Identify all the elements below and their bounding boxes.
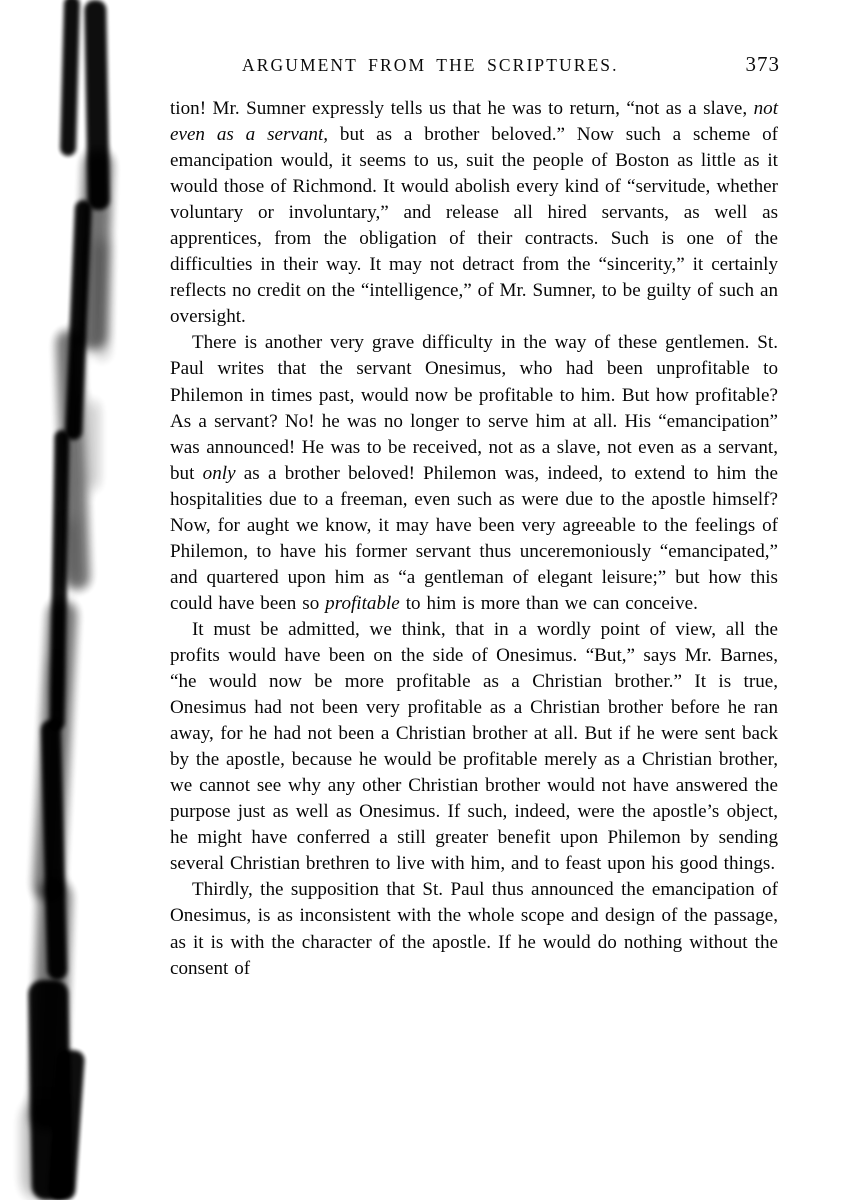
running-head: ARGUMENT FROM THE SCRIPTURES.: [242, 55, 619, 75]
paragraph: [170, 877, 778, 981]
text-run: There is another very grave difficulty in the way of these gentlemen. St. Paul writes that the servant Onesimus, who had been unprofitable to Philemon in times past, would now be profitable to him. But how profitable? As a servant? No! he was no longer to serve him at all. His “emancipation” was announced! He was to be received, not as a slave, not even as a servant, but: [170, 332, 778, 484]
paragraph: [170, 617, 778, 877]
page-number: 373: [745, 52, 780, 76]
text-run: as a brother beloved! Philemon was, indeed, to extend to him the hospitalities due to a freeman, even such as were due to the apostle himself? Now, for aught we know, it may have been very agreeable to the feelings of Philemon, to have his former servant thus unceremoniously “emancipated,” and quartered upon him as “a gentleman of elegant leisure;” but how this could have been so: [170, 462, 778, 614]
text-run: Thirdly, the supposition that St. Paul thus announced the emancipation of Onesimus, is as inconsistent with the whole scope and design of the passage, as it is with the character of the apostle. If he would do nothing without the consent of: [170, 879, 778, 979]
emphasis-text: not even as a servant,: [170, 98, 778, 146]
emphasis-text: only: [202, 462, 236, 484]
body-text: [170, 96, 778, 982]
page-content: [170, 0, 780, 1200]
text-run: to him is more than we can conceive.: [399, 592, 698, 614]
paragraph: [170, 330, 778, 617]
text-run: tion! Mr. Sumner expressly tells us that he was to return, “not as a slave,: [170, 98, 754, 119]
text-run: It must be admitted, we think, that in a wordly point of view, all the profits would have been on the side of Onesimus. “But,” says Mr. Barnes, “he would now be more profitable as a Christian brother.” It is true, Onesimus had not been very profitable as a Christian brother before he ran away, for he had not been a Christian brother at all. But if he were sent back by the apostle, because he would be profitable merely as a Christian brother, we cannot see why any other Christian brother would not have answered the purpose just as well as Onesimus. If such, indeed, were the apostle’s object, he might have conferred a still greater benefit upon Philemon by sending several Christian brethren to live with him, and to feast upon his good things.: [170, 618, 778, 875]
page-header: [170, 52, 780, 77]
scan-gutter-shadow: [0, 0, 150, 1200]
text-run: but as a brother beloved.” Now such a scheme of emancipation would, it seems to us, suit the people of Boston as little as it would those of Richmond. It would abolish every kind of “servitude, whether voluntary or involuntary,” and release all hired servants, as well as apprentices, from the obligation of their contracts. Such is one of the difficulties in their way. It may not detract from the “sincerity,” it certainly reflects no credit on the “intelligence,” of Mr. Sumner, to be guilty of such an oversight.: [170, 124, 778, 328]
emphasis-text: profitable: [325, 592, 400, 614]
paragraph: [170, 96, 778, 330]
